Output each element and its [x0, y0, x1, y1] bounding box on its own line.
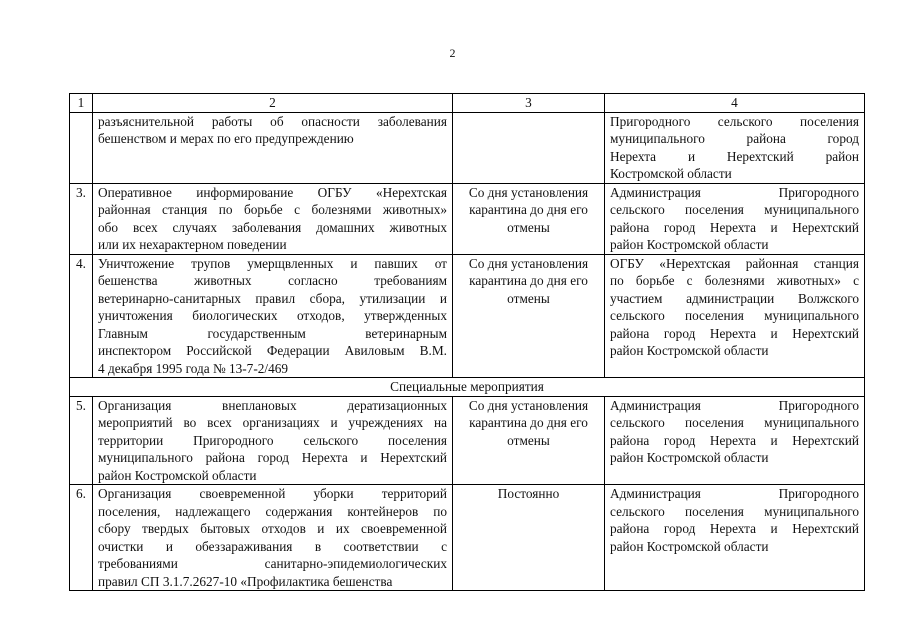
measure-term — [453, 112, 605, 183]
row-number: 5. — [70, 396, 93, 485]
measure-description-line: сбору твердых бытовых отходов и их своевременной — [98, 521, 447, 536]
measure-description-line: правил СП 3.1.7.2627-10 «Профилактика бешенства — [98, 573, 393, 589]
responsible-party-line: участием администрации Волжского — [610, 290, 859, 306]
responsible-party-line: Администрация Пригородного — [610, 397, 859, 413]
measure-description-line: требованиями санитарно-эпидемиологических — [98, 556, 447, 571]
measure-description-line: Оперативное информирование ОГБУ «Нерехтская — [98, 184, 447, 200]
section-row — [70, 378, 865, 397]
responsible-party — [605, 485, 865, 591]
measure-description-line: разъяснительной работы об опасности заболевания — [98, 113, 447, 129]
measure-description-line: Организация своевременной уборки территорий — [98, 486, 447, 501]
header-col-2: 2 — [93, 94, 453, 113]
header-col-3: 3 — [453, 94, 605, 113]
responsible-party-line: района город Нерехта и Нерехтский — [610, 325, 859, 341]
measure-term — [453, 396, 605, 485]
responsible-party-line: район Костромской области — [610, 237, 769, 252]
responsible-party-line: Нерехта и Нерехтский район — [610, 148, 859, 164]
responsible-party-line: район Костромской области — [610, 538, 769, 554]
row-number — [70, 112, 93, 183]
measure-description — [93, 112, 453, 183]
responsible-party-line: район Костромской области — [610, 450, 769, 465]
measure-description-line: район Костромской области — [98, 467, 257, 483]
measures-table — [69, 93, 865, 591]
header-col-4: 4 — [605, 94, 865, 113]
measure-term-line: Постоянно — [497, 486, 560, 501]
measure-description — [93, 396, 453, 485]
responsible-party-line: район Костромской области — [610, 343, 769, 358]
responsible-party-line: муниципального района город — [610, 131, 859, 146]
measure-term — [453, 254, 605, 378]
row-number: 6. — [70, 485, 93, 591]
measure-description-line: мероприятий во всех организациях и учреждениях на — [98, 415, 447, 430]
measure-description-line: бешенством и мерах по его предупреждению — [98, 131, 354, 146]
measure-description-line: инспектором Российской Федерации Авиловым В.М. — [98, 343, 447, 358]
table-row — [70, 396, 865, 485]
header-col-1: 1 — [70, 94, 93, 113]
measure-description-line: или их нехарактерном поведении — [98, 237, 287, 252]
measure-term-line: отмены — [507, 290, 550, 306]
measure-description-line: 4 декабря 1995 года № 13-7-2/469 — [98, 360, 289, 376]
measure-description-line: муниципального района город Нерехта и Нерехтский — [98, 450, 447, 465]
responsible-party-line: района город Нерехта и Нерехтский — [610, 219, 859, 235]
measure-term — [453, 183, 605, 254]
measure-description-line: очистки и обеззараживания в соответствии с — [98, 538, 447, 554]
row-number: 3. — [70, 183, 93, 254]
measure-description-line: районная станция по борьбе с болезнями животных» — [98, 202, 447, 217]
measure-description-line: Главным государственным ветеринарным — [98, 325, 447, 341]
responsible-party-line: сельского поселения муниципального — [610, 202, 859, 217]
measure-term-line: карантина до дня его — [469, 415, 588, 430]
responsible-party-line: сельского поселения муниципального — [610, 415, 859, 430]
measure-term-line: отмены — [507, 432, 550, 448]
page-number: 2 — [449, 46, 456, 60]
measure-description-line: территории Пригородного сельского поселения — [98, 432, 447, 448]
measure-term-line: Со дня установления — [468, 255, 589, 271]
measure-description — [93, 485, 453, 591]
measure-description-line: поселения, надлежащего содержания контейнеров по — [98, 503, 447, 519]
section-title: Специальные мероприятия — [70, 378, 865, 397]
measure-term-line: отмены — [507, 219, 550, 235]
measure-description — [93, 183, 453, 254]
measure-description — [93, 254, 453, 378]
responsible-party — [605, 112, 865, 183]
measure-term-line: карантина до дня его — [469, 273, 588, 288]
table-row — [70, 112, 865, 183]
table-row — [70, 485, 865, 591]
responsible-party-line: ОГБУ «Нерехтская районная станция — [610, 255, 859, 271]
responsible-party-line: Администрация Пригородного — [610, 184, 859, 200]
table-row — [70, 254, 865, 378]
measure-description-line: Уничтожение трупов умерщвленных и павших от — [98, 255, 447, 271]
measure-term-line: карантина до дня его — [469, 202, 588, 217]
responsible-party-line: сельского поселения муниципального — [610, 503, 859, 519]
responsible-party — [605, 396, 865, 485]
responsible-party-line: Администрация Пригородного — [610, 486, 859, 501]
measure-term-line: Со дня установления — [468, 184, 589, 200]
responsible-party-line: района город Нерехта и Нерехтский — [610, 521, 859, 536]
table-header-row — [70, 94, 865, 113]
measure-description-line: бешенства животных согласно требованиям — [98, 273, 447, 288]
responsible-party-line: района город Нерехта и Нерехтский — [610, 432, 859, 448]
responsible-party — [605, 183, 865, 254]
table-row — [70, 183, 865, 254]
responsible-party — [605, 254, 865, 378]
measure-term — [453, 485, 605, 591]
measure-description-line: ветеринарно-санитарных правил сбора, утилизации и — [98, 290, 447, 306]
measure-description-line: обо всех случаях заболевания домашних животных — [98, 219, 447, 235]
responsible-party-line: Костромской области — [610, 166, 732, 181]
responsible-party-line: по борьбе с болезнями животных» с — [610, 273, 859, 288]
responsible-party-line: сельского поселения муниципального — [610, 308, 859, 323]
responsible-party-line: Пригородного сельского поселения — [610, 113, 859, 129]
row-number: 4. — [70, 254, 93, 378]
measure-term-line: Со дня установления — [468, 397, 589, 413]
measure-description-line: Организация внеплановых дератизационных — [98, 397, 447, 413]
measure-description-line: уничтожения биологических отходов, утвержденных — [98, 308, 447, 323]
